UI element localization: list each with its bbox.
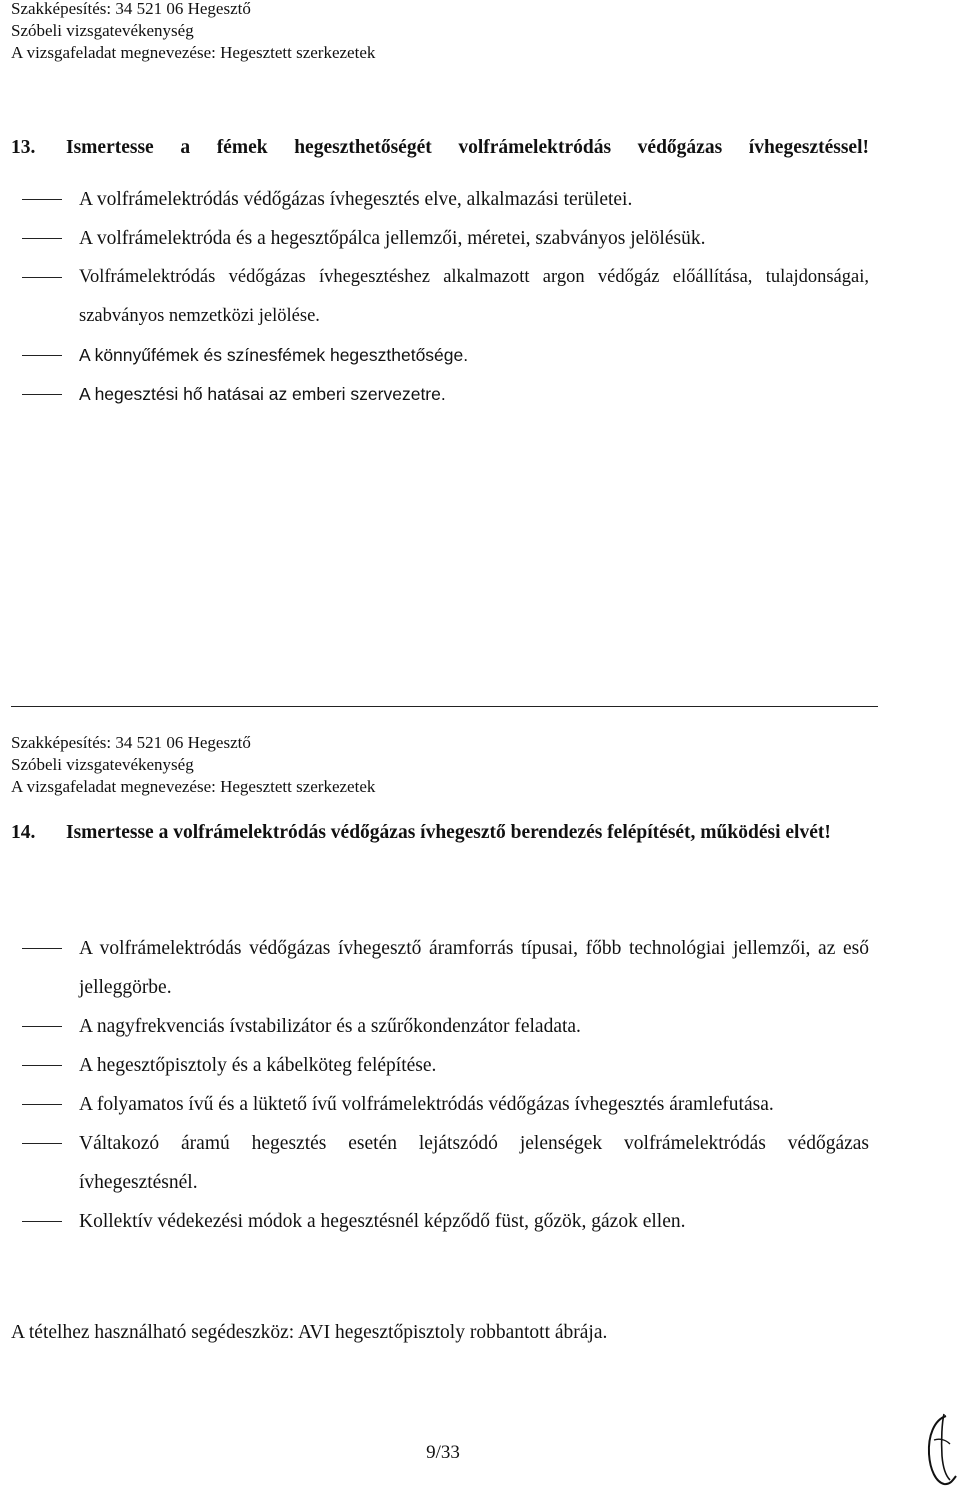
question-number: 13. bbox=[11, 137, 36, 158]
list-item: A nagyfrekvenciás ívstabilizátor és a szűrőkondenzátor feladata. bbox=[0, 1007, 869, 1046]
header-task-name: A vizsgafeladat megnevezése: Hegesztett szerkezetek bbox=[11, 43, 376, 62]
list-item: A hegesztőpisztoly és a kábelköteg felépítése. bbox=[0, 1046, 869, 1085]
list-item: A volfrámelektróda és a hegesztőpálca jellemzői, méretei, szabványos jelölésük. bbox=[0, 219, 869, 258]
dash-bullet-icon bbox=[22, 394, 62, 395]
header-qualification: Szakképesítés: 34 521 06 Hegesztő bbox=[11, 733, 251, 752]
dash-bullet-icon bbox=[22, 948, 62, 949]
question-14-title bbox=[11, 813, 869, 852]
list-item: A könnyűfémek és színesfémek hegeszthetősége. bbox=[0, 336, 869, 375]
page-number: 9/33 bbox=[426, 1442, 460, 1463]
question-text: Ismertesse a volfrámelektródás védőgázas ívhegesztő berendezés felépítését, működési elvét! bbox=[66, 822, 831, 843]
header-exam-activity: Szóbeli vizsgatevékenység bbox=[11, 755, 194, 774]
dash-bullet-icon bbox=[22, 199, 62, 200]
page-header-top bbox=[11, 0, 375, 64]
list-item: Kollektív védekezési módok a hegesztésnél képződő füst, gőzök, gázok ellen. bbox=[0, 1202, 869, 1241]
question-13-items bbox=[0, 180, 869, 414]
header-task-name: A vizsgafeladat megnevezése: Hegesztett szerkezetek bbox=[11, 777, 376, 796]
question-number: 14. bbox=[11, 822, 36, 843]
list-item: A volfrámelektródás védőgázas ívhegesztés elve, alkalmazási területei. bbox=[0, 180, 869, 219]
header-qualification: Szakképesítés: 34 521 06 Hegesztő bbox=[11, 0, 251, 18]
dash-bullet-icon bbox=[22, 238, 62, 239]
question-text: Ismertesse a fémek hegeszthetőségét volfrámelektródás védőgázas ívhegesztéssel! bbox=[66, 137, 869, 158]
aid-note: A tételhez használható segédeszköz: AVI hegesztőpisztoly robbantott ábrája. bbox=[11, 1322, 608, 1343]
dash-bullet-icon bbox=[22, 1221, 62, 1222]
dash-bullet-icon bbox=[22, 1143, 62, 1144]
dash-bullet-icon bbox=[22, 1104, 62, 1105]
list-item: A folyamatos ívű és a lüktető ívű volfrámelektródás védőgázas ívhegesztés áramlefutása. bbox=[0, 1085, 869, 1124]
page-separator bbox=[11, 706, 878, 707]
question-14-items bbox=[0, 929, 869, 1241]
dash-bullet-icon bbox=[22, 355, 62, 356]
dash-bullet-icon bbox=[22, 1065, 62, 1066]
list-item: A volfrámelektródás védőgázas ívhegesztő áramforrás típusai, főbb technológiai jellemzői, az eső jelleggörbe. bbox=[0, 929, 869, 1007]
page-header-second bbox=[11, 732, 375, 798]
dash-bullet-icon bbox=[22, 277, 62, 278]
signature-icon bbox=[920, 1410, 960, 1490]
list-item: Volfrámelektródás védőgázas ívhegesztéshez alkalmazott argon védőgáz előállítása, tulajdonságai, szabványos nemzetközi jelölése. bbox=[0, 258, 869, 336]
list-item: A hegesztési hő hatásai az emberi szervezetre. bbox=[0, 375, 869, 414]
list-item: Váltakozó áramú hegesztés esetén lejátszódó jelenségek volfrámelektródás védőgázas ívhegesztésnél. bbox=[0, 1124, 869, 1202]
question-13-title bbox=[11, 128, 869, 167]
header-exam-activity: Szóbeli vizsgatevékenység bbox=[11, 21, 194, 40]
dash-bullet-icon bbox=[22, 1026, 62, 1027]
